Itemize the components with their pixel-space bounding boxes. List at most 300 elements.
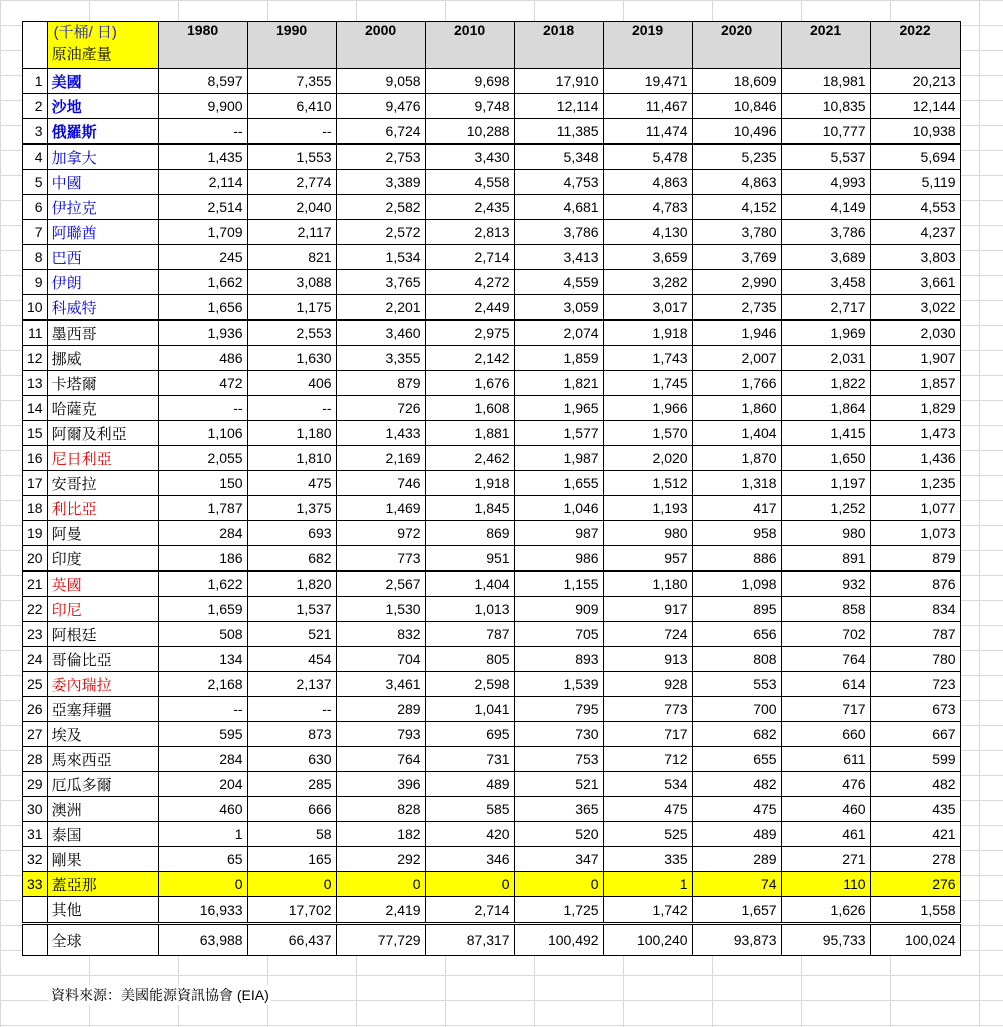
value-cell[interactable]: 396 — [336, 772, 425, 797]
value-cell[interactable]: -- — [158, 119, 247, 145]
value-cell[interactable]: 4,553 — [870, 195, 960, 220]
value-cell[interactable]: 795 — [514, 697, 603, 722]
value-cell[interactable]: 805 — [425, 647, 514, 672]
value-cell[interactable]: 1,857 — [870, 371, 960, 396]
value-cell[interactable]: 1,810 — [247, 446, 336, 471]
country-name-cell[interactable]: 剛果 — [47, 847, 158, 872]
value-cell[interactable]: 1,570 — [603, 421, 692, 446]
value-cell[interactable]: 65 — [158, 847, 247, 872]
value-cell[interactable]: 16,933 — [158, 897, 247, 924]
value-cell[interactable]: 18,609 — [692, 69, 781, 94]
value-cell[interactable]: 460 — [781, 797, 870, 822]
value-cell[interactable]: -- — [247, 396, 336, 421]
value-cell[interactable]: 832 — [336, 622, 425, 647]
value-cell[interactable]: 1,655 — [514, 471, 603, 496]
row-index-cell[interactable]: 13 — [23, 371, 48, 396]
value-cell[interactable]: 2,020 — [603, 446, 692, 471]
value-cell[interactable]: 2,514 — [158, 195, 247, 220]
value-cell[interactable]: 1,966 — [603, 396, 692, 421]
value-cell[interactable]: 4,863 — [692, 170, 781, 195]
value-cell[interactable]: 165 — [247, 847, 336, 872]
row-index-cell[interactable]: 11 — [23, 320, 48, 346]
value-cell[interactable]: 886 — [692, 546, 781, 572]
value-cell[interactable]: 1,106 — [158, 421, 247, 446]
value-cell[interactable]: 1,881 — [425, 421, 514, 446]
value-cell[interactable]: 3,413 — [514, 245, 603, 270]
country-name-cell[interactable]: 哈薩克 — [47, 396, 158, 421]
row-index-cell[interactable]: 9 — [23, 270, 48, 295]
value-cell[interactable]: 553 — [692, 672, 781, 697]
value-cell[interactable]: 1,859 — [514, 346, 603, 371]
value-cell[interactable]: 4,237 — [870, 220, 960, 245]
value-cell[interactable]: 11,474 — [603, 119, 692, 145]
value-cell[interactable]: 879 — [870, 546, 960, 572]
country-name-cell[interactable]: 亞塞拜疆 — [47, 697, 158, 722]
value-cell[interactable]: 0 — [158, 872, 247, 897]
value-cell[interactable]: 365 — [514, 797, 603, 822]
value-cell[interactable]: 3,786 — [781, 220, 870, 245]
value-cell[interactable]: 417 — [692, 496, 781, 521]
country-name-cell[interactable]: 中國 — [47, 170, 158, 195]
row-index-cell[interactable]: 4 — [23, 144, 48, 170]
value-cell[interactable]: 461 — [781, 822, 870, 847]
value-cell[interactable]: 1,659 — [158, 597, 247, 622]
value-cell[interactable]: 2,990 — [692, 270, 781, 295]
value-cell[interactable]: 980 — [603, 521, 692, 546]
value-cell[interactable]: 3,017 — [603, 295, 692, 321]
value-cell[interactable]: 454 — [247, 647, 336, 672]
value-cell[interactable]: 4,559 — [514, 270, 603, 295]
value-cell[interactable]: 928 — [603, 672, 692, 697]
value-cell[interactable]: 486 — [158, 346, 247, 371]
value-cell[interactable]: 660 — [781, 722, 870, 747]
value-cell[interactable]: 335 — [603, 847, 692, 872]
value-cell[interactable]: 475 — [692, 797, 781, 822]
value-cell[interactable]: 472 — [158, 371, 247, 396]
row-index-cell[interactable]: 32 — [23, 847, 48, 872]
value-cell[interactable]: 475 — [603, 797, 692, 822]
row-index-cell[interactable]: 26 — [23, 697, 48, 722]
row-index-cell[interactable] — [23, 924, 48, 956]
value-cell[interactable]: 2,975 — [425, 320, 514, 346]
row-index-cell[interactable]: 27 — [23, 722, 48, 747]
value-cell[interactable]: 723 — [870, 672, 960, 697]
corner-cell[interactable] — [23, 22, 48, 69]
value-cell[interactable]: 2,449 — [425, 295, 514, 321]
row-index-cell[interactable]: 12 — [23, 346, 48, 371]
value-cell[interactable]: 828 — [336, 797, 425, 822]
value-cell[interactable]: 2,714 — [425, 897, 514, 924]
row-index-cell[interactable]: 23 — [23, 622, 48, 647]
value-cell[interactable]: 475 — [247, 471, 336, 496]
value-cell[interactable]: 3,780 — [692, 220, 781, 245]
value-cell[interactable]: 1,860 — [692, 396, 781, 421]
value-cell[interactable]: 2,717 — [781, 295, 870, 321]
value-cell[interactable]: 1,918 — [425, 471, 514, 496]
value-cell[interactable]: 2,598 — [425, 672, 514, 697]
value-cell[interactable]: 1,820 — [247, 571, 336, 597]
country-name-cell[interactable]: 委內瑞拉 — [47, 672, 158, 697]
value-cell[interactable]: 110 — [781, 872, 870, 897]
value-cell[interactable]: 100,024 — [870, 924, 960, 956]
country-name-cell[interactable]: 阿根廷 — [47, 622, 158, 647]
value-cell[interactable]: 4,783 — [603, 195, 692, 220]
value-cell[interactable]: 2,553 — [247, 320, 336, 346]
value-cell[interactable]: 4,681 — [514, 195, 603, 220]
value-cell[interactable]: 19,471 — [603, 69, 692, 94]
value-cell[interactable]: 476 — [781, 772, 870, 797]
value-cell[interactable]: 2,753 — [336, 144, 425, 170]
row-index-cell[interactable]: 18 — [23, 496, 48, 521]
value-cell[interactable]: 655 — [692, 747, 781, 772]
value-cell[interactable]: 3,430 — [425, 144, 514, 170]
value-cell[interactable]: 74 — [692, 872, 781, 897]
value-cell[interactable]: 420 — [425, 822, 514, 847]
value-cell[interactable]: 1,936 — [158, 320, 247, 346]
value-cell[interactable]: 1,864 — [781, 396, 870, 421]
value-cell[interactable]: 1,539 — [514, 672, 603, 697]
country-name-cell[interactable]: 全球 — [47, 924, 158, 956]
value-cell[interactable]: 77,729 — [336, 924, 425, 956]
country-name-cell[interactable]: 伊拉克 — [47, 195, 158, 220]
value-cell[interactable]: 808 — [692, 647, 781, 672]
value-cell[interactable]: 489 — [425, 772, 514, 797]
value-cell[interactable]: 11,467 — [603, 94, 692, 119]
value-cell[interactable]: 2,567 — [336, 571, 425, 597]
row-index-cell[interactable]: 29 — [23, 772, 48, 797]
value-cell[interactable]: 673 — [870, 697, 960, 722]
value-cell[interactable]: 972 — [336, 521, 425, 546]
value-cell[interactable]: 717 — [781, 697, 870, 722]
country-name-cell[interactable]: 墨西哥 — [47, 320, 158, 346]
value-cell[interactable]: 1,433 — [336, 421, 425, 446]
value-cell[interactable]: 1,077 — [870, 496, 960, 521]
row-index-cell[interactable]: 6 — [23, 195, 48, 220]
row-index-cell[interactable]: 5 — [23, 170, 48, 195]
value-cell[interactable]: 858 — [781, 597, 870, 622]
value-cell[interactable]: 9,698 — [425, 69, 514, 94]
country-name-cell[interactable]: 阿曼 — [47, 521, 158, 546]
value-cell[interactable]: 289 — [336, 697, 425, 722]
value-cell[interactable]: 4,863 — [603, 170, 692, 195]
value-cell[interactable]: 787 — [870, 622, 960, 647]
value-cell[interactable]: 2,813 — [425, 220, 514, 245]
value-cell[interactable]: 2,117 — [247, 220, 336, 245]
value-cell[interactable]: 1,946 — [692, 320, 781, 346]
value-cell[interactable]: 0 — [514, 872, 603, 897]
value-cell[interactable]: 435 — [870, 797, 960, 822]
country-name-cell[interactable]: 卡塔爾 — [47, 371, 158, 396]
value-cell[interactable]: 893 — [514, 647, 603, 672]
value-cell[interactable]: 695 — [425, 722, 514, 747]
country-name-cell[interactable]: 英國 — [47, 571, 158, 597]
value-cell[interactable]: 1,656 — [158, 295, 247, 321]
country-name-cell[interactable]: 阿聯酋 — [47, 220, 158, 245]
row-index-cell[interactable]: 19 — [23, 521, 48, 546]
value-cell[interactable]: 11,385 — [514, 119, 603, 145]
value-cell[interactable]: 182 — [336, 822, 425, 847]
value-cell[interactable]: 3,461 — [336, 672, 425, 697]
row-index-cell[interactable]: 2 — [23, 94, 48, 119]
value-cell[interactable]: 5,478 — [603, 144, 692, 170]
value-cell[interactable]: 987 — [514, 521, 603, 546]
value-cell[interactable]: 1,235 — [870, 471, 960, 496]
value-cell[interactable]: 134 — [158, 647, 247, 672]
value-cell[interactable]: 705 — [514, 622, 603, 647]
country-name-cell[interactable]: 埃及 — [47, 722, 158, 747]
value-cell[interactable]: 2,572 — [336, 220, 425, 245]
value-cell[interactable]: 1,098 — [692, 571, 781, 597]
value-cell[interactable]: 1,965 — [514, 396, 603, 421]
value-cell[interactable]: 245 — [158, 245, 247, 270]
value-cell[interactable]: 1,745 — [603, 371, 692, 396]
value-cell[interactable]: 1,537 — [247, 597, 336, 622]
row-index-cell[interactable]: 21 — [23, 571, 48, 597]
value-cell[interactable]: 793 — [336, 722, 425, 747]
value-cell[interactable]: 1,657 — [692, 897, 781, 924]
value-cell[interactable]: 656 — [692, 622, 781, 647]
row-index-cell[interactable]: 7 — [23, 220, 48, 245]
value-cell[interactable]: 4,753 — [514, 170, 603, 195]
row-index-cell[interactable]: 25 — [23, 672, 48, 697]
value-cell[interactable]: 1,676 — [425, 371, 514, 396]
value-cell[interactable]: 1,787 — [158, 496, 247, 521]
value-cell[interactable]: 6,410 — [247, 94, 336, 119]
value-cell[interactable]: 95,733 — [781, 924, 870, 956]
value-cell[interactable]: 1,175 — [247, 295, 336, 321]
value-cell[interactable]: 780 — [870, 647, 960, 672]
value-cell[interactable]: 1,046 — [514, 496, 603, 521]
value-cell[interactable]: 7,355 — [247, 69, 336, 94]
value-cell[interactable]: 20,213 — [870, 69, 960, 94]
value-cell[interactable]: 508 — [158, 622, 247, 647]
value-cell[interactable]: 1,404 — [692, 421, 781, 446]
value-cell[interactable]: 1,626 — [781, 897, 870, 924]
row-index-cell[interactable]: 15 — [23, 421, 48, 446]
value-cell[interactable]: 873 — [247, 722, 336, 747]
value-cell[interactable]: 704 — [336, 647, 425, 672]
value-cell[interactable]: -- — [247, 697, 336, 722]
value-cell[interactable]: 895 — [692, 597, 781, 622]
row-index-cell[interactable]: 31 — [23, 822, 48, 847]
value-cell[interactable]: 2,142 — [425, 346, 514, 371]
value-cell[interactable]: 682 — [692, 722, 781, 747]
country-name-cell[interactable]: 沙地 — [47, 94, 158, 119]
value-cell[interactable]: 1,608 — [425, 396, 514, 421]
country-name-cell[interactable]: 加拿大 — [47, 144, 158, 170]
row-index-cell[interactable]: 24 — [23, 647, 48, 672]
value-cell[interactable]: 8,597 — [158, 69, 247, 94]
country-name-cell[interactable]: 科威特 — [47, 295, 158, 321]
country-name-cell[interactable]: 俄羅斯 — [47, 119, 158, 145]
value-cell[interactable]: 10,288 — [425, 119, 514, 145]
value-cell[interactable]: 2,714 — [425, 245, 514, 270]
value-cell[interactable]: 1,870 — [692, 446, 781, 471]
value-cell[interactable]: 1,918 — [603, 320, 692, 346]
value-cell[interactable]: 421 — [870, 822, 960, 847]
value-cell[interactable]: 876 — [870, 571, 960, 597]
value-cell[interactable]: 460 — [158, 797, 247, 822]
row-index-cell[interactable]: 30 — [23, 797, 48, 822]
row-index-cell[interactable]: 14 — [23, 396, 48, 421]
value-cell[interactable]: 1,907 — [870, 346, 960, 371]
row-index-cell[interactable]: 22 — [23, 597, 48, 622]
value-cell[interactable]: 9,058 — [336, 69, 425, 94]
value-cell[interactable]: 958 — [692, 521, 781, 546]
value-cell[interactable]: 1 — [158, 822, 247, 847]
value-cell[interactable]: 1,969 — [781, 320, 870, 346]
year-header[interactable]: 1990 — [247, 22, 336, 69]
value-cell[interactable]: 93,873 — [692, 924, 781, 956]
value-cell[interactable]: 2,114 — [158, 170, 247, 195]
value-cell[interactable]: -- — [247, 119, 336, 145]
value-cell[interactable]: 2,435 — [425, 195, 514, 220]
value-cell[interactable]: 1,558 — [870, 897, 960, 924]
value-cell[interactable]: 10,938 — [870, 119, 960, 145]
value-cell[interactable]: 700 — [692, 697, 781, 722]
value-cell[interactable]: 1,577 — [514, 421, 603, 446]
value-cell[interactable]: 1,821 — [514, 371, 603, 396]
value-cell[interactable]: 0 — [247, 872, 336, 897]
value-cell[interactable]: 2,007 — [692, 346, 781, 371]
value-cell[interactable]: 186 — [158, 546, 247, 572]
value-cell[interactable]: 2,074 — [514, 320, 603, 346]
year-header[interactable]: 2010 — [425, 22, 514, 69]
value-cell[interactable]: 2,201 — [336, 295, 425, 321]
value-cell[interactable]: 204 — [158, 772, 247, 797]
value-cell[interactable]: 595 — [158, 722, 247, 747]
value-cell[interactable]: 3,659 — [603, 245, 692, 270]
value-cell[interactable]: 773 — [336, 546, 425, 572]
value-cell[interactable]: 271 — [781, 847, 870, 872]
value-cell[interactable]: 891 — [781, 546, 870, 572]
value-cell[interactable]: 63,988 — [158, 924, 247, 956]
value-cell[interactable]: 773 — [603, 697, 692, 722]
value-cell[interactable]: 10,496 — [692, 119, 781, 145]
value-cell[interactable]: 986 — [514, 546, 603, 572]
value-cell[interactable]: 278 — [870, 847, 960, 872]
source-note[interactable]: 資料來源：美國能源資訊協會 (EIA) — [51, 987, 269, 1003]
value-cell[interactable]: 10,777 — [781, 119, 870, 145]
value-cell[interactable]: 6,724 — [336, 119, 425, 145]
value-cell[interactable]: 534 — [603, 772, 692, 797]
value-cell[interactable]: 1,318 — [692, 471, 781, 496]
value-cell[interactable]: 1 — [603, 872, 692, 897]
value-cell[interactable]: 611 — [781, 747, 870, 772]
value-cell[interactable]: 702 — [781, 622, 870, 647]
year-header[interactable]: 2019 — [603, 22, 692, 69]
value-cell[interactable]: 869 — [425, 521, 514, 546]
value-cell[interactable]: 5,537 — [781, 144, 870, 170]
value-cell[interactable]: 9,748 — [425, 94, 514, 119]
value-cell[interactable]: 3,661 — [870, 270, 960, 295]
value-cell[interactable]: 980 — [781, 521, 870, 546]
value-cell[interactable]: 284 — [158, 521, 247, 546]
value-cell[interactable]: 1,180 — [247, 421, 336, 446]
value-cell[interactable]: 1,845 — [425, 496, 514, 521]
row-index-cell[interactable]: 28 — [23, 747, 48, 772]
value-cell[interactable]: 787 — [425, 622, 514, 647]
country-name-cell[interactable]: 泰国 — [47, 822, 158, 847]
value-cell[interactable]: 521 — [514, 772, 603, 797]
value-cell[interactable]: 10,846 — [692, 94, 781, 119]
value-cell[interactable]: 4,272 — [425, 270, 514, 295]
country-name-cell[interactable]: 阿爾及利亞 — [47, 421, 158, 446]
country-name-cell[interactable]: 蓋亞那 — [47, 872, 158, 897]
value-cell[interactable]: 9,476 — [336, 94, 425, 119]
value-cell[interactable]: 1,622 — [158, 571, 247, 597]
value-cell[interactable]: 1,709 — [158, 220, 247, 245]
value-cell[interactable]: 682 — [247, 546, 336, 572]
value-cell[interactable]: 521 — [247, 622, 336, 647]
value-cell[interactable]: 1,987 — [514, 446, 603, 471]
value-cell[interactable]: 1,766 — [692, 371, 781, 396]
value-cell[interactable]: 347 — [514, 847, 603, 872]
value-cell[interactable]: 1,822 — [781, 371, 870, 396]
value-cell[interactable]: 599 — [870, 747, 960, 772]
value-cell[interactable]: 87,317 — [425, 924, 514, 956]
value-cell[interactable]: 913 — [603, 647, 692, 672]
value-cell[interactable]: 1,742 — [603, 897, 692, 924]
value-cell[interactable]: 957 — [603, 546, 692, 572]
value-cell[interactable]: 5,235 — [692, 144, 781, 170]
value-cell[interactable]: 5,348 — [514, 144, 603, 170]
country-name-cell[interactable]: 馬來西亞 — [47, 747, 158, 772]
year-header[interactable]: 1980 — [158, 22, 247, 69]
value-cell[interactable]: 520 — [514, 822, 603, 847]
value-cell[interactable]: 667 — [870, 722, 960, 747]
row-index-cell[interactable] — [23, 897, 48, 924]
value-cell[interactable]: 284 — [158, 747, 247, 772]
value-cell[interactable]: 731 — [425, 747, 514, 772]
year-header[interactable]: 2020 — [692, 22, 781, 69]
value-cell[interactable]: 1,473 — [870, 421, 960, 446]
year-header[interactable]: 2021 — [781, 22, 870, 69]
value-cell[interactable]: 1,436 — [870, 446, 960, 471]
value-cell[interactable]: 3,059 — [514, 295, 603, 321]
value-cell[interactable]: 100,240 — [603, 924, 692, 956]
value-cell[interactable]: 2,137 — [247, 672, 336, 697]
value-cell[interactable]: 724 — [603, 622, 692, 647]
value-cell[interactable]: 693 — [247, 521, 336, 546]
value-cell[interactable]: 1,530 — [336, 597, 425, 622]
value-cell[interactable]: 5,694 — [870, 144, 960, 170]
value-cell[interactable]: 2,030 — [870, 320, 960, 346]
value-cell[interactable]: 753 — [514, 747, 603, 772]
value-cell[interactable]: 1,725 — [514, 897, 603, 924]
value-cell[interactable]: 4,152 — [692, 195, 781, 220]
value-cell[interactable]: 764 — [336, 747, 425, 772]
value-cell[interactable]: 2,582 — [336, 195, 425, 220]
value-cell[interactable]: 1,073 — [870, 521, 960, 546]
value-cell[interactable]: 1,404 — [425, 571, 514, 597]
value-cell[interactable]: 525 — [603, 822, 692, 847]
value-cell[interactable]: 1,534 — [336, 245, 425, 270]
value-cell[interactable]: 1,829 — [870, 396, 960, 421]
value-cell[interactable]: 4,993 — [781, 170, 870, 195]
country-name-cell[interactable]: 印度 — [47, 546, 158, 572]
value-cell[interactable]: 276 — [870, 872, 960, 897]
value-cell[interactable]: -- — [158, 396, 247, 421]
value-cell[interactable]: 3,765 — [336, 270, 425, 295]
country-name-cell[interactable]: 美國 — [47, 69, 158, 94]
value-cell[interactable]: 717 — [603, 722, 692, 747]
value-cell[interactable]: 666 — [247, 797, 336, 822]
value-cell[interactable]: 834 — [870, 597, 960, 622]
value-cell[interactable]: 3,786 — [514, 220, 603, 245]
value-cell[interactable]: 346 — [425, 847, 514, 872]
country-name-cell[interactable]: 巴西 — [47, 245, 158, 270]
